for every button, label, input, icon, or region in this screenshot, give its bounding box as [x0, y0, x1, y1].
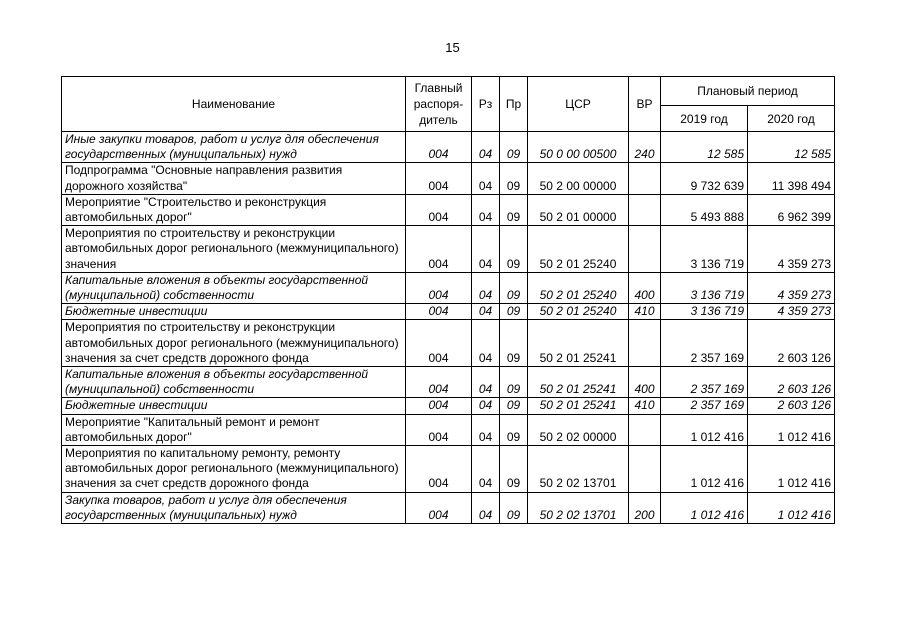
cell-vr	[629, 194, 661, 225]
cell-csr: 50 2 02 00000	[528, 414, 629, 445]
cell-name: Капитальные вложения в объекты государственной (муниципальной) собственности	[62, 272, 406, 303]
cell-2020: 2 603 126	[748, 398, 835, 414]
cell-vr	[629, 320, 661, 367]
cell-2019: 2 357 169	[661, 320, 748, 367]
cell-admin: 004	[406, 272, 472, 303]
table-row	[62, 367, 835, 398]
cell-pr: 09	[500, 226, 528, 273]
cell-csr: 50 2 01 25241	[528, 398, 629, 414]
cell-pr: 09	[500, 398, 528, 414]
cell-rz: 04	[472, 320, 500, 367]
cell-pr: 09	[500, 132, 528, 163]
table-body	[62, 132, 835, 524]
cell-rz: 04	[472, 163, 500, 194]
cell-2020: 1 012 416	[748, 446, 835, 493]
cell-2019: 12 585	[661, 132, 748, 163]
cell-admin: 004	[406, 446, 472, 493]
cell-rz: 04	[472, 492, 500, 523]
cell-pr: 09	[500, 446, 528, 493]
cell-rz: 04	[472, 194, 500, 225]
cell-pr: 09	[500, 163, 528, 194]
page-number: 15	[445, 40, 460, 55]
table-row	[62, 446, 835, 493]
cell-2019: 1 012 416	[661, 492, 748, 523]
cell-name: Иные закупки товаров, работ и услуг для обеспечения государственных (муниципальных) нужд	[62, 132, 406, 163]
header-2019: 2019 год	[661, 106, 748, 132]
cell-admin: 004	[406, 367, 472, 398]
cell-vr: 410	[629, 304, 661, 320]
cell-2019: 1 012 416	[661, 446, 748, 493]
header-rz: Рз	[472, 77, 500, 132]
cell-vr	[629, 414, 661, 445]
cell-csr: 50 2 01 25241	[528, 320, 629, 367]
cell-2020: 2 603 126	[748, 320, 835, 367]
cell-pr: 09	[500, 272, 528, 303]
cell-csr: 50 2 01 25241	[528, 367, 629, 398]
cell-rz: 04	[472, 398, 500, 414]
cell-csr: 50 2 01 00000	[528, 194, 629, 225]
cell-name: Мероприятие "Строительство и реконструкция автомобильных дорог"	[62, 194, 406, 225]
cell-2020: 1 012 416	[748, 414, 835, 445]
cell-csr: 50 2 02 13701	[528, 446, 629, 493]
cell-rz: 04	[472, 132, 500, 163]
cell-2019: 2 357 169	[661, 367, 748, 398]
table-row	[62, 194, 835, 225]
cell-vr: 410	[629, 398, 661, 414]
cell-rz: 04	[472, 226, 500, 273]
cell-name: Мероприятия по строительству и реконструкции автомобильных дорог регионального (межмуниципального) значения за счет средств дорожного фонда	[62, 320, 406, 367]
cell-vr: 400	[629, 272, 661, 303]
cell-csr: 50 2 01 25240	[528, 272, 629, 303]
cell-pr: 09	[500, 304, 528, 320]
header-admin: Главный распоря-дитель	[406, 77, 472, 132]
cell-admin: 004	[406, 492, 472, 523]
cell-2020: 12 585	[748, 132, 835, 163]
cell-name: Мероприятие "Капитальный ремонт и ремонт автомобильных дорог"	[62, 414, 406, 445]
header-period: Плановый период	[661, 77, 835, 106]
cell-vr: 400	[629, 367, 661, 398]
table-row	[62, 492, 835, 523]
cell-2020: 4 359 273	[748, 226, 835, 273]
cell-2019: 3 136 719	[661, 272, 748, 303]
header-row	[62, 77, 835, 106]
cell-name: Мероприятия по капитальному ремонту, ремонту автомобильных дорог регионального (межмуниципального) значения за счет средств дорожного фонда	[62, 446, 406, 493]
cell-pr: 09	[500, 492, 528, 523]
cell-name: Бюджетные инвестиции	[62, 304, 406, 320]
cell-pr: 09	[500, 194, 528, 225]
cell-2019: 2 357 169	[661, 398, 748, 414]
cell-csr: 50 2 02 13701	[528, 492, 629, 523]
cell-2020: 6 962 399	[748, 194, 835, 225]
table-row	[62, 398, 835, 414]
cell-2019: 3 136 719	[661, 226, 748, 273]
cell-admin: 004	[406, 163, 472, 194]
cell-2019: 3 136 719	[661, 304, 748, 320]
cell-csr: 50 0 00 00500	[528, 132, 629, 163]
header-vr: ВР	[629, 77, 661, 132]
cell-admin: 004	[406, 132, 472, 163]
cell-2020: 4 359 273	[748, 304, 835, 320]
cell-2020: 1 012 416	[748, 492, 835, 523]
cell-name: Закупка товаров, работ и услуг для обеспечения государственных (муниципальных) нужд	[62, 492, 406, 523]
table-row	[62, 132, 835, 163]
table-row	[62, 304, 835, 320]
table-row	[62, 226, 835, 273]
header-pr: Пр	[500, 77, 528, 132]
cell-vr	[629, 163, 661, 194]
cell-pr: 09	[500, 414, 528, 445]
cell-vr	[629, 446, 661, 493]
cell-2020: 4 359 273	[748, 272, 835, 303]
cell-pr: 09	[500, 320, 528, 367]
cell-rz: 04	[472, 272, 500, 303]
cell-pr: 09	[500, 367, 528, 398]
header-2020: 2020 год	[748, 106, 835, 132]
table-row	[62, 272, 835, 303]
cell-rz: 04	[472, 414, 500, 445]
cell-admin: 004	[406, 304, 472, 320]
cell-csr: 50 2 00 00000	[528, 163, 629, 194]
header-csr: ЦСР	[528, 77, 629, 132]
cell-admin: 004	[406, 414, 472, 445]
cell-rz: 04	[472, 446, 500, 493]
cell-vr: 200	[629, 492, 661, 523]
cell-name: Подпрограмма "Основные направления развития дорожного хозяйства"	[62, 163, 406, 194]
cell-2019: 5 493 888	[661, 194, 748, 225]
cell-name: Бюджетные инвестиции	[62, 398, 406, 414]
cell-rz: 04	[472, 304, 500, 320]
cell-admin: 004	[406, 320, 472, 367]
table-row	[62, 414, 835, 445]
cell-csr: 50 2 01 25240	[528, 226, 629, 273]
cell-vr	[629, 226, 661, 273]
table-row	[62, 163, 835, 194]
cell-2019: 9 732 639	[661, 163, 748, 194]
header-name: Наименование	[62, 77, 406, 132]
cell-admin: 004	[406, 398, 472, 414]
cell-2019: 1 012 416	[661, 414, 748, 445]
cell-2020: 11 398 494	[748, 163, 835, 194]
cell-2020: 2 603 126	[748, 367, 835, 398]
cell-rz: 04	[472, 367, 500, 398]
cell-vr: 240	[629, 132, 661, 163]
cell-csr: 50 2 01 25240	[528, 304, 629, 320]
cell-admin: 004	[406, 194, 472, 225]
cell-name: Капитальные вложения в объекты государственной (муниципальной) собственности	[62, 367, 406, 398]
cell-admin: 004	[406, 226, 472, 273]
budget-table	[61, 76, 835, 524]
table-row	[62, 320, 835, 367]
cell-name: Мероприятия по строительству и реконструкции автомобильных дорог регионального (межмуниципального) значения	[62, 226, 406, 273]
